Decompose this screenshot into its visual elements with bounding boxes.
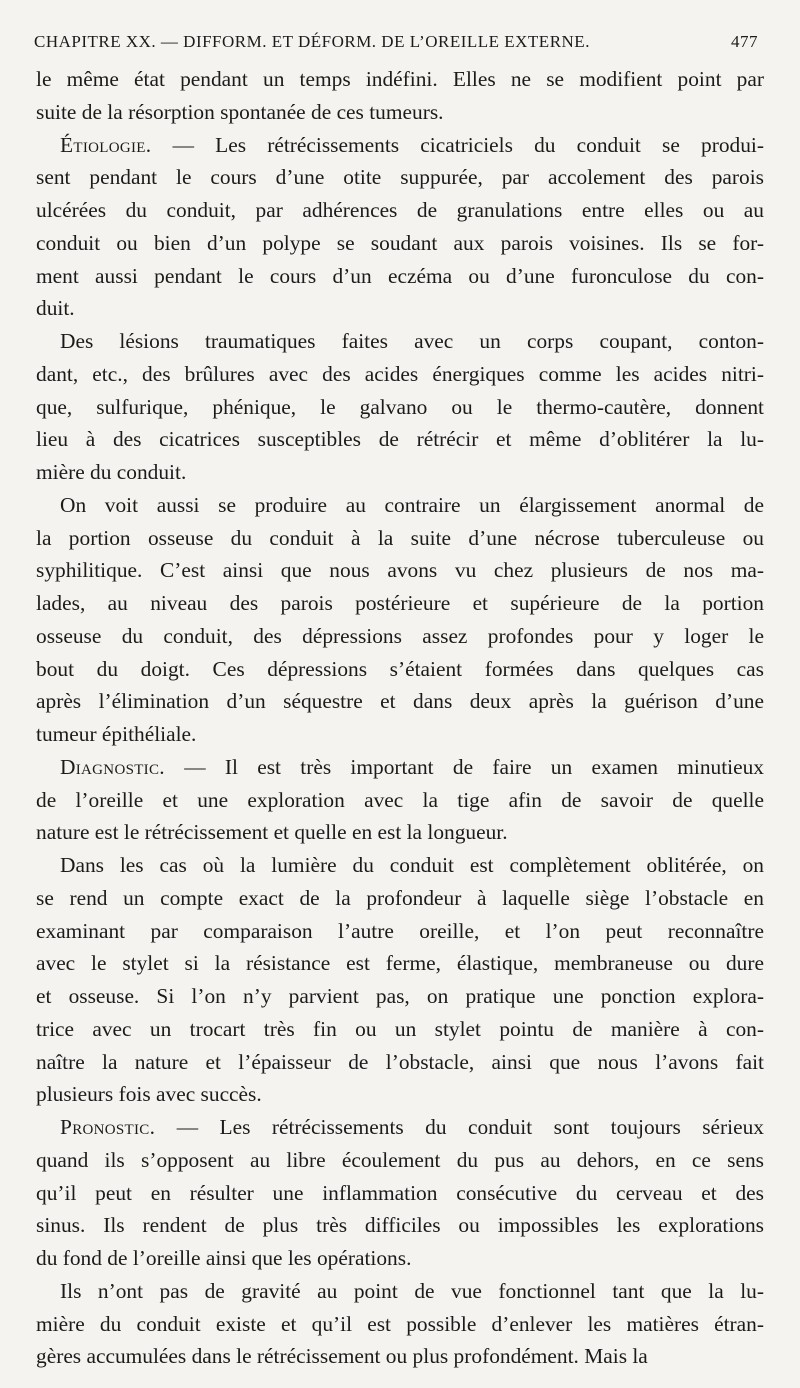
text-line bbox=[36, 587, 764, 620]
text-line bbox=[36, 784, 764, 817]
text-line bbox=[36, 1308, 764, 1341]
line-text: plusieurs fois avec succès. bbox=[36, 1082, 262, 1107]
line-text: ment aussi pendant le cours d’un eczéma ou d’une furonculose du con- bbox=[36, 263, 764, 288]
line-text: dant, etc., des brûlures avec des acides énergiques comme les acides nitri- bbox=[36, 361, 764, 386]
text-line bbox=[36, 816, 764, 849]
line-text: gères accumulées dans le rétrécissement ou plus profondément. Mais la bbox=[36, 1344, 648, 1369]
line-text: la portion osseuse du conduit à la suite d’une nécrose tuberculeuse ou bbox=[36, 525, 764, 550]
line-text: examinant par comparaison l’autre oreille, et l’on peut reconnaître bbox=[36, 918, 764, 943]
line-text: se rend un compte exact de la profondeur à laquelle siège l’obstacle en bbox=[36, 885, 764, 910]
section-heading: Étiologie. bbox=[60, 132, 152, 157]
line-text: de l’oreille et une exploration avec la tige afin de savoir de quelle bbox=[36, 787, 764, 812]
line-text: — Il est très important de faire un examen minutieux bbox=[164, 754, 764, 779]
text-line bbox=[36, 1111, 764, 1144]
text-line bbox=[36, 391, 764, 424]
paragraph bbox=[36, 1111, 764, 1275]
line-text: syphilitique. C’est ainsi que nous avons vu chez plusieurs de nos ma- bbox=[36, 558, 764, 583]
text-line bbox=[36, 325, 764, 358]
text-line bbox=[36, 849, 764, 882]
running-title: CHAPITRE XX. — DIFFORM. ET DÉFORM. DE L’OREILLE EXTERNE. bbox=[34, 32, 590, 51]
line-text: duit. bbox=[36, 296, 75, 321]
running-head bbox=[34, 32, 758, 58]
text-line bbox=[36, 1340, 764, 1373]
paragraph bbox=[36, 489, 764, 751]
text-line bbox=[36, 194, 764, 227]
text-line bbox=[36, 620, 764, 653]
page-number: 477 bbox=[731, 32, 758, 51]
text-line bbox=[36, 227, 764, 260]
paragraph bbox=[36, 1275, 764, 1373]
text-line bbox=[36, 751, 764, 784]
line-text: le même état pendant un temps indéfini. Elles ne se modifient point par bbox=[36, 67, 764, 91]
text-line bbox=[36, 129, 764, 162]
text-line bbox=[36, 1078, 764, 1111]
line-text: quand ils s’opposent au libre écoulement du pus au dehors, en ce sens bbox=[36, 1147, 764, 1172]
line-text: tumeur épithéliale. bbox=[36, 722, 197, 746]
line-text: après l’élimination d’un séquestre et dans deux après la guérison d’une bbox=[36, 689, 764, 714]
line-text: avec le stylet si la résistance est ferme, élastique, membraneuse ou dure bbox=[36, 951, 764, 976]
line-text: mière du conduit existe et qu’il est possible d’enlever les matières étran- bbox=[36, 1311, 764, 1336]
text-line bbox=[36, 1242, 764, 1275]
paragraph bbox=[36, 129, 764, 326]
text-line bbox=[36, 456, 764, 489]
line-text: mière du conduit. bbox=[36, 460, 187, 484]
body-text bbox=[36, 63, 764, 1373]
text-line bbox=[36, 489, 764, 522]
line-text: naître la nature et l’épaisseur de l’obstacle, ainsi que nous l’avons fait bbox=[36, 1049, 764, 1074]
line-text: — Les rétrécissements du conduit sont toujours sérieux bbox=[155, 1115, 764, 1139]
line-text: lieu à des cicatrices susceptibles de rétrécir et même d’oblitérer la lu- bbox=[36, 427, 764, 452]
line-text: qu’il peut en résulter une inflammation consécutive du cerveau et des bbox=[36, 1180, 764, 1205]
text-line bbox=[36, 1046, 764, 1079]
text-line bbox=[36, 260, 764, 293]
text-line bbox=[36, 1013, 764, 1046]
text-line bbox=[36, 554, 764, 587]
text-line bbox=[36, 1177, 764, 1210]
text-line bbox=[36, 423, 764, 456]
line-text: — Les rétrécissements cicatriciels du conduit se produi- bbox=[151, 132, 764, 157]
line-text: Ils n’ont pas de gravité au point de vue fonctionnel tant que la lu- bbox=[60, 1278, 764, 1303]
line-text: On voit aussi se produire au contraire un élargissement anormal de bbox=[60, 492, 764, 517]
text-line bbox=[36, 358, 764, 391]
line-text: sent pendant le cours d’une otite suppurée, par accolement des parois bbox=[36, 165, 764, 190]
line-text: lades, au niveau des parois postérieure et supérieure de la portion bbox=[36, 591, 764, 615]
text-line bbox=[36, 1209, 764, 1242]
text-line bbox=[36, 685, 764, 718]
section-heading: Diagnostic. bbox=[60, 754, 165, 779]
line-text: que, sulfurique, phénique, le galvano ou le thermo-cautère, donnent bbox=[36, 394, 764, 419]
line-text: nature est le rétrécissement et quelle en est la longueur. bbox=[36, 820, 508, 845]
section-heading: Pronostic. bbox=[60, 1115, 156, 1139]
line-text: sinus. Ils rendent de plus très difficiles ou impossibles les explorations bbox=[36, 1213, 764, 1238]
line-text: du fond de l’oreille ainsi que les opérations. bbox=[36, 1246, 412, 1270]
text-line bbox=[36, 63, 764, 96]
text-line bbox=[36, 882, 764, 915]
paragraph bbox=[36, 751, 764, 849]
text-line bbox=[36, 522, 764, 555]
text-line bbox=[36, 292, 764, 325]
line-text: bout du doigt. Ces dépressions s’étaient formées dans quelques cas bbox=[36, 656, 764, 681]
paragraph bbox=[36, 63, 764, 129]
line-text: ulcérées du conduit, par adhérences de granulations entre elles ou au bbox=[36, 198, 764, 222]
line-text: Des lésions traumatiques faites avec un corps coupant, conton- bbox=[60, 329, 764, 353]
text-line bbox=[36, 980, 764, 1013]
line-text: Dans les cas où la lumière du conduit est complètement oblitérée, on bbox=[60, 853, 764, 877]
line-text: trice avec un trocart très fin ou un stylet pointu de manière à con- bbox=[36, 1016, 764, 1041]
line-text: conduit ou bien d’un polype se soudant aux parois voisines. Ils se for- bbox=[36, 230, 764, 255]
paragraph bbox=[36, 325, 764, 489]
text-line bbox=[36, 915, 764, 948]
paragraph bbox=[36, 849, 764, 1111]
text-line bbox=[36, 96, 764, 129]
line-text: et osseuse. Si l’on n’y parvient pas, on pratique une ponction explora- bbox=[36, 984, 764, 1008]
line-text: osseuse du conduit, des dépressions assez profondes pour y loger le bbox=[36, 623, 764, 648]
text-line bbox=[36, 161, 764, 194]
line-text: suite de la résorption spontanée de ces tumeurs. bbox=[36, 99, 444, 124]
text-line bbox=[36, 1275, 764, 1308]
text-line bbox=[36, 718, 764, 751]
text-line bbox=[36, 947, 764, 980]
text-line bbox=[36, 653, 764, 686]
text-line bbox=[36, 1144, 764, 1177]
